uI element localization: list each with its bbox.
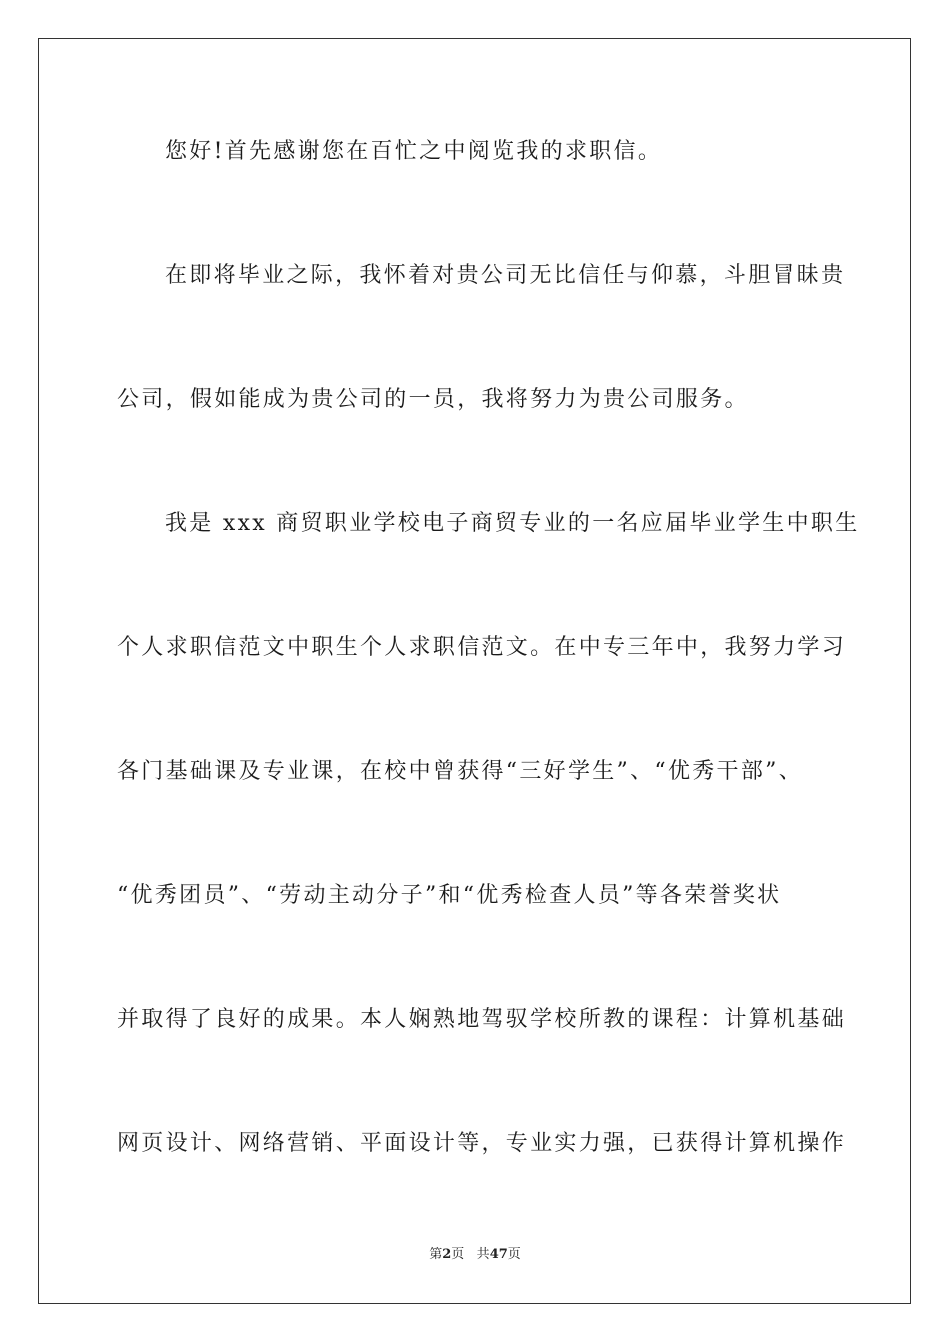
total-prefix: 共 [476,1247,490,1262]
paragraph-line-8: 并取得了良好的成果。本人娴熟地驾驭学校所教的课程：计算机基础 [117,1007,847,1032]
paragraph-line-3: 公司，假如能成为贵公司的一员，我将努力为贵公司服务。 [117,387,749,412]
total-pages: 47 [489,1247,508,1262]
page-prefix: 第 [429,1247,443,1262]
paragraph-line-6: 各门基础课及专业课，在校中曾获得“三好学生”、“优秀干部”、 [117,759,803,784]
paragraph-line-9: 网页设计、网络营销、平面设计等，专业实力强，已获得计算机操作 [117,1131,847,1156]
page-footer [0,1246,950,1264]
total-suffix: 页 [507,1247,521,1262]
paragraph-line-2: 在即将毕业之际，我怀着对贵公司无比信任与仰慕，斗胆冒昧贵 [165,263,846,288]
paragraph-line-1: 您好!首先感谢您在百忙之中阅览我的求职信。 [165,139,663,164]
paragraph-line-4: 我是 xxx 商贸职业学校电子商贸专业的一名应届毕业学生中职生 [165,511,860,536]
page-number: 2 [442,1247,452,1262]
page-border [38,38,911,1304]
paragraph-line-5: 个人求职信范文中职生个人求职信范文。在中专三年中，我努力学习 [117,635,847,660]
paragraph-line-7: “优秀团员”、“劳动主动分子”和“优秀检查人员”等各荣誉奖状 [117,883,782,908]
page-suffix: 页 [451,1247,465,1262]
